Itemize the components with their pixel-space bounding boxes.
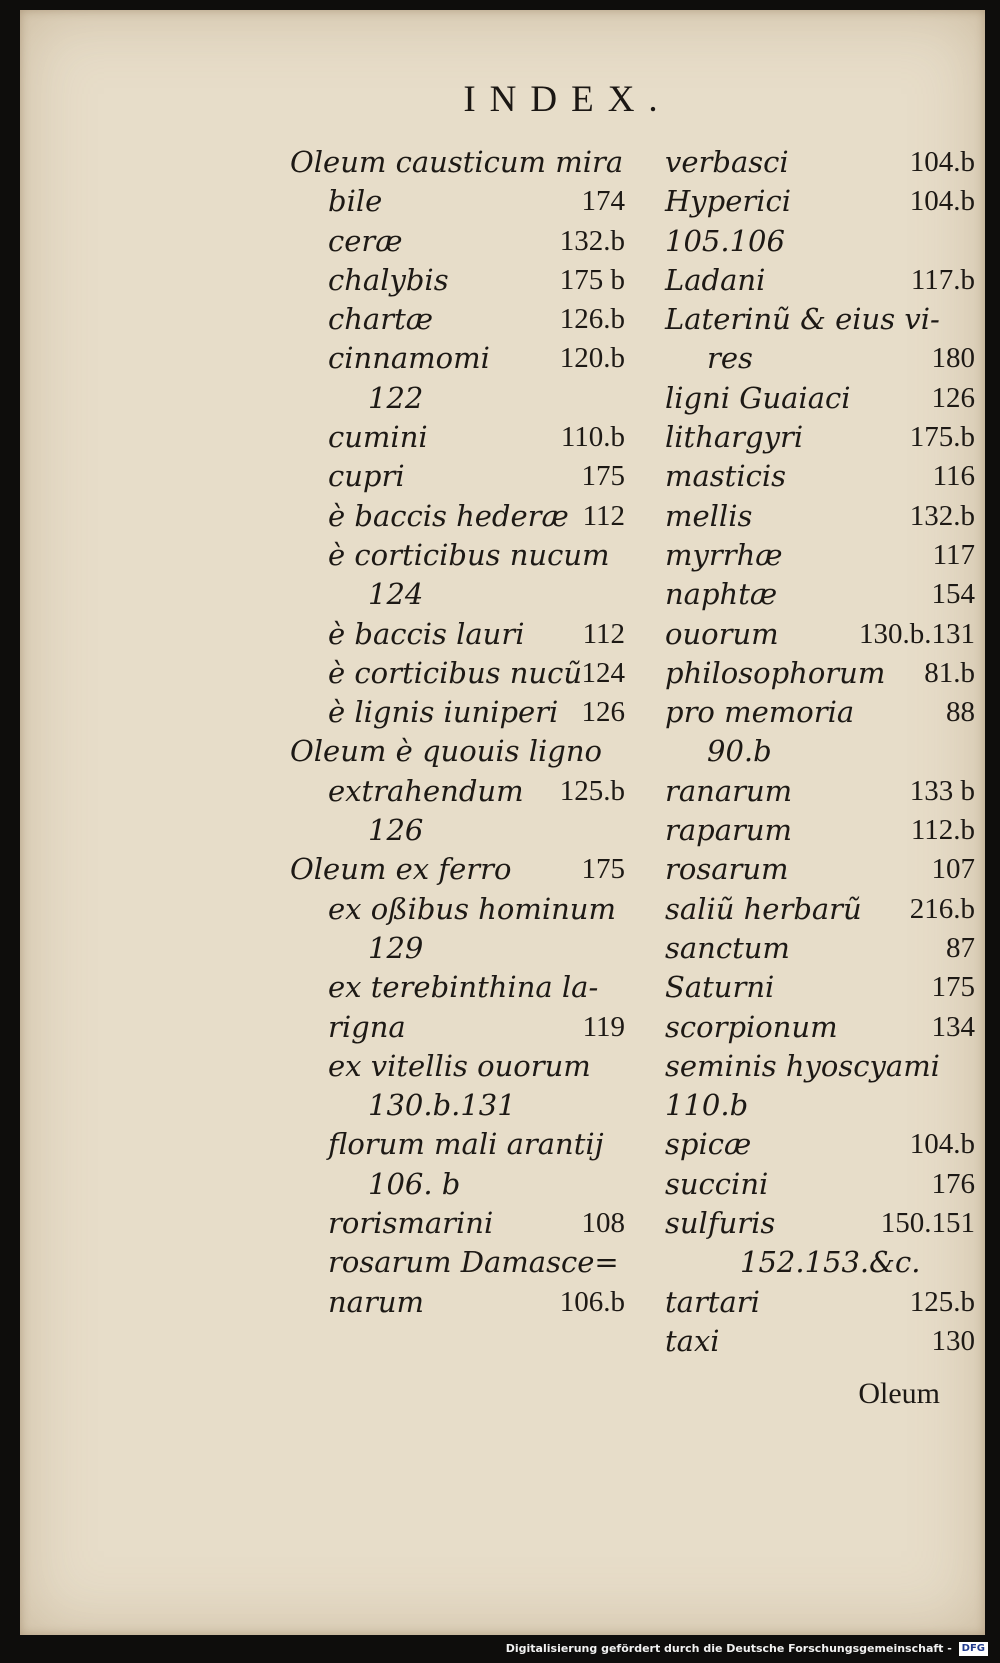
index-entry-text: 152.153.&c. (740, 1245, 921, 1280)
index-entry-text: 106. b (368, 1166, 461, 1201)
index-entry (290, 379, 625, 418)
index-entry (290, 732, 625, 771)
index-entry-page: 117.b (910, 263, 975, 296)
index-entry-text: sanctum (665, 930, 790, 965)
index-entry (665, 850, 975, 889)
index-entry-page: 124 (581, 656, 625, 689)
index-entry-text: rosarum Damasce= (328, 1245, 619, 1280)
index-entry (665, 379, 975, 418)
index-entry (290, 1243, 625, 1282)
index-entry-page: 126 (931, 381, 975, 414)
index-entry-text: raparum (665, 813, 793, 848)
index-entry-text: ceræ (328, 223, 403, 258)
index-entry (665, 890, 975, 929)
index-entry (290, 339, 625, 378)
index-entry-text: verbasci (665, 145, 789, 179)
index-entry-text: rigna (328, 1009, 406, 1044)
page-title: INDEX. (463, 79, 672, 120)
index-entry-text: 105.106 (665, 223, 785, 258)
index-entry-page: 133 b (909, 774, 975, 807)
index-entry-page: 119 (582, 1010, 625, 1043)
index-entry-text: seminis hyoscyami (665, 1048, 940, 1083)
index-entry-text: ouorum (665, 616, 779, 651)
index-entry-text: Ladani (665, 262, 766, 297)
index-entry (290, 143, 625, 182)
index-entry (290, 693, 625, 732)
index-entry-text: taxi (665, 1323, 720, 1358)
index-entry (665, 143, 975, 182)
index-entry-page: 107 (931, 853, 975, 886)
index-entry (290, 418, 625, 457)
index-entry-text: 130.b.131 (368, 1088, 516, 1123)
index-entry (665, 1322, 975, 1361)
index-entry-text: 110.b (665, 1088, 749, 1123)
index-entry (290, 300, 625, 339)
index-entry (290, 536, 625, 575)
index-entry (665, 418, 975, 457)
index-entry-page: 110.b (560, 421, 625, 454)
index-entry (665, 615, 975, 654)
index-entry-text: cinnamomi (328, 341, 490, 376)
index-entry-page: 216.b (909, 892, 975, 925)
index-entry-text: mellis (665, 498, 753, 533)
index-entry-text: Hyperici (665, 184, 792, 219)
index-entry-page: 104.b (909, 1128, 975, 1161)
index-entry-page: 150.151 (880, 1207, 975, 1240)
index-entry-text: 129 (368, 930, 424, 965)
index-entry (665, 457, 975, 496)
index-column-left (290, 143, 625, 1322)
index-entry-text: philosophorum (665, 655, 886, 690)
index-entry (665, 1125, 975, 1164)
index-entry (665, 1008, 975, 1047)
book-page (20, 10, 985, 1635)
index-entry-text: scorpionum (665, 1009, 838, 1044)
index-entry-page: 180 (931, 342, 975, 375)
index-entry-text: res (707, 341, 753, 376)
index-entry (665, 536, 975, 575)
index-entry-page: 106.b (559, 1285, 625, 1318)
index-entry-page: 125.b (559, 774, 625, 807)
index-entry (290, 457, 625, 496)
index-entry (665, 732, 975, 771)
index-entry (290, 772, 625, 811)
index-entry-page: 130 (931, 1324, 975, 1357)
index-entry-text: è corticibus nucum (328, 537, 610, 572)
index-entry (665, 1243, 975, 1282)
index-entry (290, 811, 625, 850)
index-entry (290, 615, 625, 654)
index-entry (290, 575, 625, 614)
index-entry (665, 968, 975, 1007)
index-entry (665, 811, 975, 850)
index-entry-page: 175 (581, 853, 625, 886)
index-entry (290, 1125, 625, 1164)
index-entry-text: tartari (665, 1284, 760, 1319)
index-entry-text: succini (665, 1166, 769, 1201)
catchword: Oleum (858, 1377, 940, 1410)
index-entry-text: saliũ herbarũ (665, 891, 862, 926)
index-entry-page: 112.b (910, 814, 975, 847)
index-entry-text: Oleum causticum mira (290, 145, 624, 179)
index-entry-page: 104.b (909, 185, 975, 218)
index-entry-page: 104.b (909, 146, 975, 178)
index-entry-text: 124 (368, 577, 424, 612)
index-entry (665, 772, 975, 811)
index-entry (665, 222, 975, 261)
index-entry-text: chartæ (328, 302, 433, 337)
index-entry-text: rosarum (665, 852, 789, 887)
index-entry (290, 182, 625, 221)
index-entry-text: è lignis iuniperi (328, 695, 559, 730)
index-entry (665, 1165, 975, 1204)
index-entry-page: 175 (581, 460, 625, 493)
index-entry (290, 497, 625, 536)
index-entry-page: 125.b (909, 1285, 975, 1318)
index-entry (665, 693, 975, 732)
index-entry-text: narum (328, 1284, 425, 1319)
index-entry-text: Laterinũ & eius vi- (665, 302, 940, 337)
index-entry (665, 339, 975, 378)
index-entry-page: 120.b (559, 342, 625, 375)
index-entry (665, 1086, 975, 1125)
index-entry (665, 182, 975, 221)
index-entry-text: chalybis (328, 262, 449, 297)
index-entry-text: bile (328, 184, 383, 219)
index-entry-text: è corticibus nucũ (328, 655, 583, 690)
index-entry-text: extrahendum (328, 773, 524, 808)
index-entry-page: 108 (581, 1207, 625, 1240)
index-entry-text: sulfuris (665, 1206, 776, 1241)
index-entry-page: 126.b (559, 303, 625, 336)
index-entry (290, 261, 625, 300)
index-entry (290, 890, 625, 929)
index-entry-text: Oleum è quouis ligno (290, 734, 602, 769)
index-entry (665, 1047, 975, 1086)
index-entry-text: cumini (328, 420, 428, 455)
index-entry (290, 1283, 625, 1322)
index-entry-text: florum mali arantij (328, 1127, 604, 1162)
index-entry-page: 130.b.131 (859, 617, 975, 650)
index-entry-page: 132.b (559, 224, 625, 257)
index-entry-text: è baccis hederæ (328, 498, 569, 533)
digitization-credit-bar (0, 1635, 1000, 1663)
index-entry (290, 1086, 625, 1125)
index-entry (290, 968, 625, 1007)
index-entry-page: 175 (931, 971, 975, 1004)
index-entry-text: masticis (665, 459, 786, 494)
index-entry (665, 497, 975, 536)
index-entry (290, 1204, 625, 1243)
index-entry (665, 261, 975, 300)
index-entry-page: 112 (582, 617, 625, 650)
index-entry-text: ex terebinthina la- (328, 970, 599, 1005)
index-entry-page: 176 (931, 1167, 975, 1200)
index-entry-page: 87 (946, 931, 975, 964)
index-entry-text: myrrhæ (665, 537, 783, 572)
index-entry-page: 174 (581, 185, 625, 218)
digitization-credit: Digitalisierung gefördert durch die Deutsche Forschungsgemeinschaft - (505, 1642, 952, 1655)
index-entry (665, 575, 975, 614)
index-entry-page: 88 (946, 696, 975, 729)
index-entry-page: 112 (582, 499, 625, 532)
index-entry-text: ligni Guaiaci (665, 380, 851, 415)
index-entry-text: 126 (368, 813, 424, 848)
index-entry-page: 117 (932, 538, 975, 571)
index-entry (290, 222, 625, 261)
index-entry-text: cupri (328, 459, 405, 494)
index-entry (665, 654, 975, 693)
index-entry-page: 126 (581, 696, 625, 729)
index-entry (290, 1008, 625, 1047)
index-entry (665, 300, 975, 339)
index-entry-text: ranarum (665, 773, 793, 808)
index-entry-text: spicæ (665, 1127, 752, 1162)
index-entry-text: pro memoria (665, 695, 855, 730)
index-entry (665, 1204, 975, 1243)
index-entry-page: 81.b (924, 656, 975, 689)
index-entry-text: ex oßibus hominum (328, 891, 616, 926)
index-entry-page: 154 (931, 578, 975, 611)
index-entry-page: 132.b (909, 499, 975, 532)
index-entry (665, 1283, 975, 1322)
index-entry-page: 175.b (909, 421, 975, 454)
index-entry (290, 850, 625, 889)
index-entry-text: 90.b (707, 734, 772, 769)
index-entry-page: 116 (932, 460, 975, 493)
index-entry (290, 929, 625, 968)
index-entry (290, 1165, 625, 1204)
index-entry-text: Saturni (665, 970, 775, 1005)
index-entry-page: 134 (931, 1010, 975, 1043)
index-entry-text: ex vitellis ouorum (328, 1048, 591, 1083)
index-entry (290, 654, 625, 693)
index-entry-text: rorismarini (328, 1206, 494, 1241)
index-entry-text: è baccis lauri (328, 616, 525, 651)
index-entry-text: naphtæ (665, 577, 778, 612)
index-column-right (665, 143, 975, 1361)
dfg-logo-icon: DFG (959, 1642, 988, 1656)
index-entry (665, 929, 975, 968)
index-entry (290, 1047, 625, 1086)
index-entry-text: 122 (368, 380, 424, 415)
index-entry-text: Oleum ex ferro (290, 852, 512, 887)
index-entry-page: 175 b (559, 263, 625, 296)
index-entry-text: lithargyri (665, 420, 804, 455)
